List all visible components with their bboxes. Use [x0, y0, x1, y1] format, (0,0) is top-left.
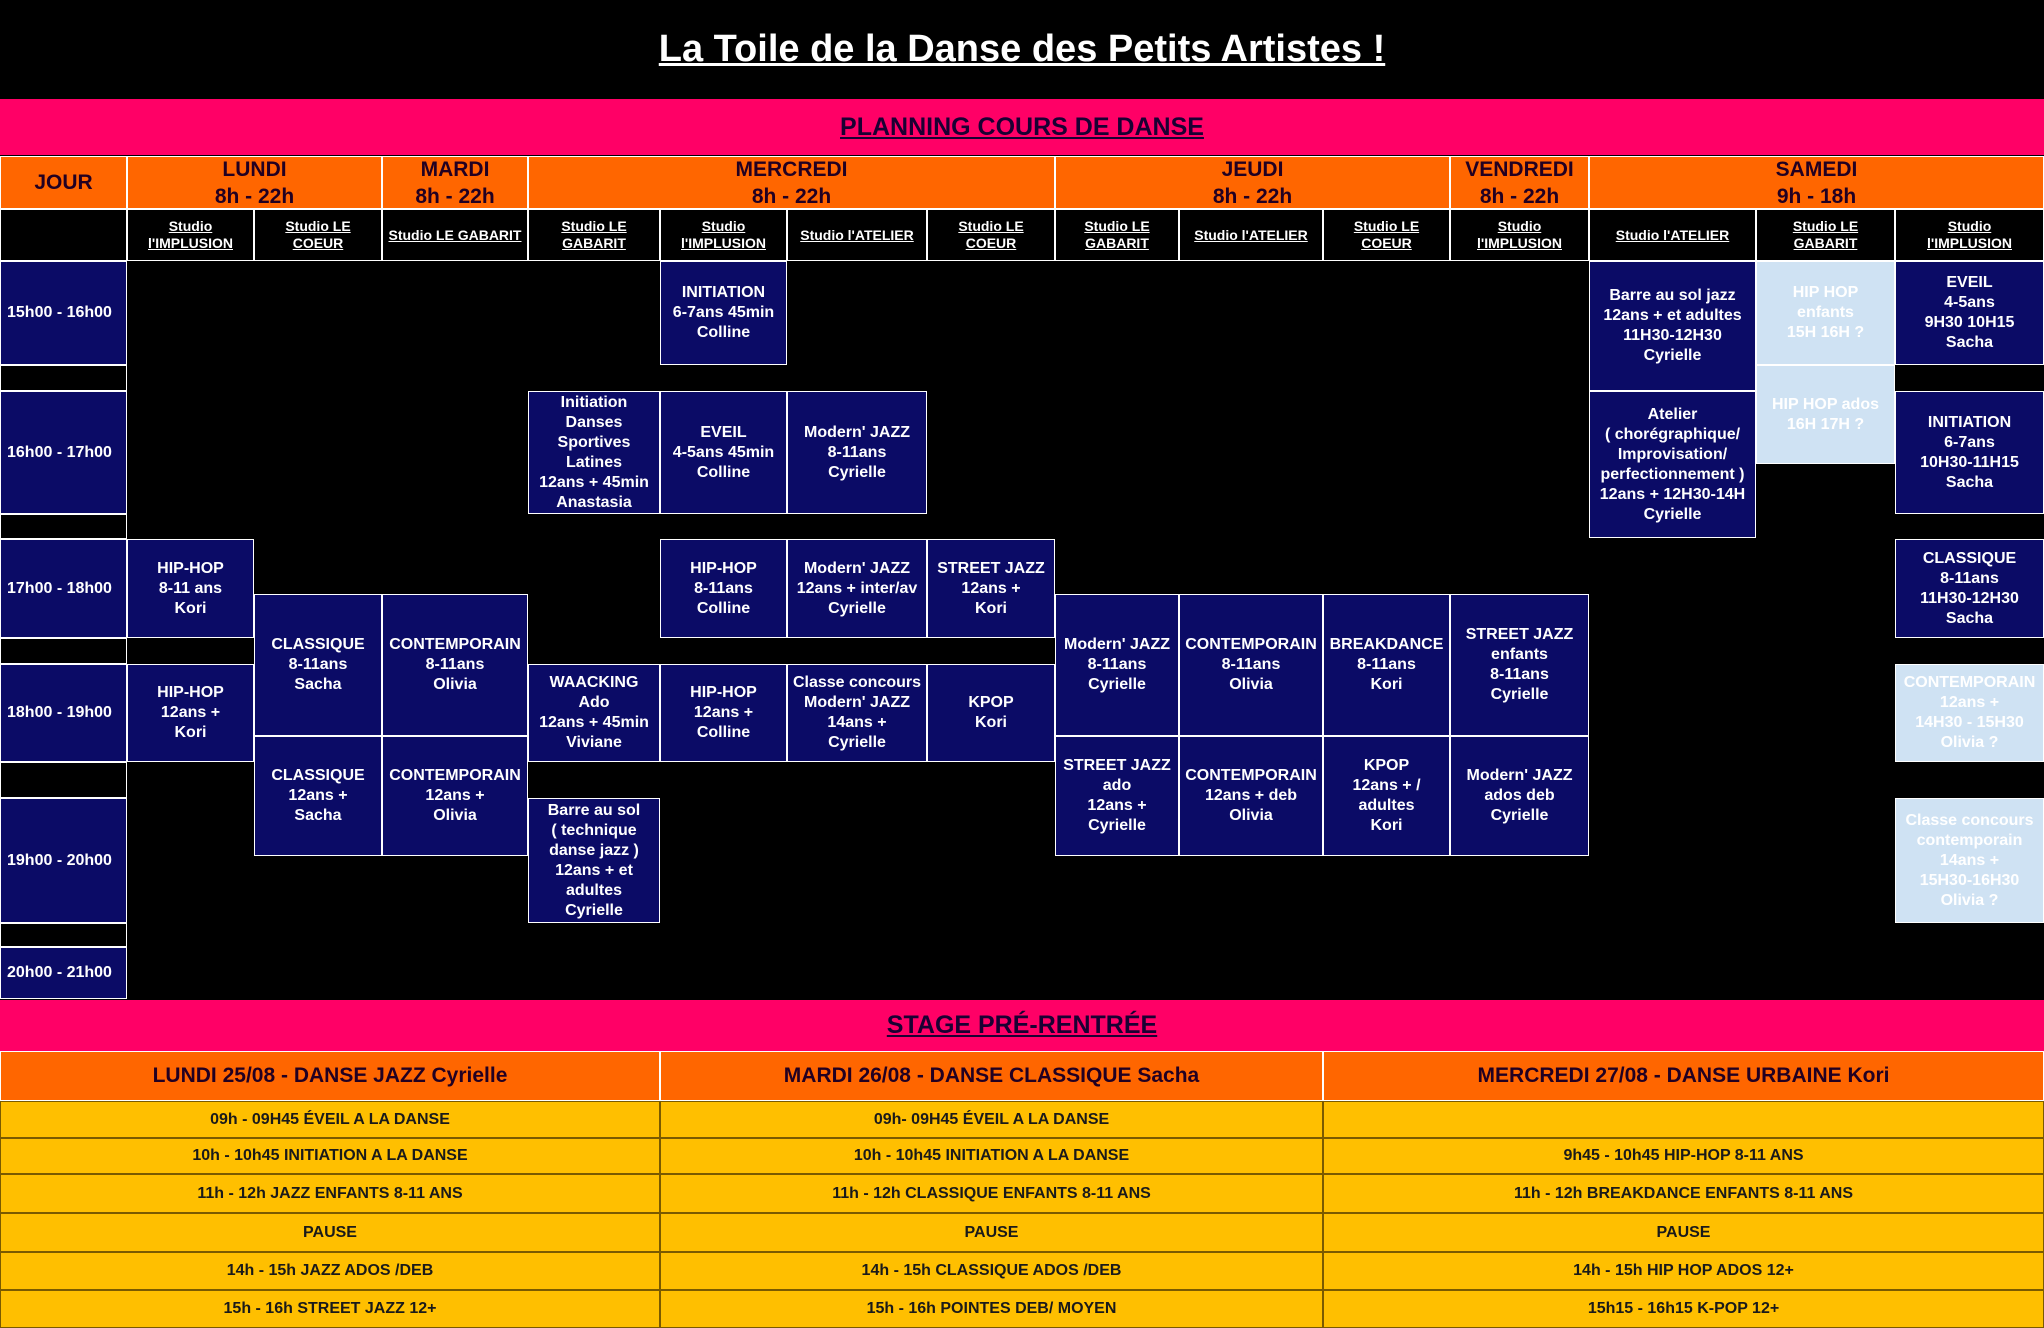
class-cell: CLASSIQUE 12ans + Sacha — [254, 736, 382, 856]
class-cell: Modern' JAZZ ados deb Cyrielle — [1450, 736, 1589, 856]
class-cell: Modern' JAZZ 8-11ans Cyrielle — [1055, 594, 1179, 736]
class-cell: INITIATION 6-7ans 45min Colline — [660, 261, 787, 365]
day-header-mercredi — [528, 156, 1055, 209]
class-cell: Atelier ( chorégraphique/ Improvisation/ perfectionnement ) 12ans + 12H30-14H Cyrielle — [1589, 391, 1756, 538]
time-slot-19h: 19h00 - 20h00 — [0, 798, 127, 923]
stage-row: 09h- 09H45 ÉVEIL A LA DANSE — [660, 1101, 1323, 1138]
stage-row: 14h - 15h HIP HOP ADOS 12+ — [1323, 1252, 2044, 1290]
studio-header: Studio LE COEUR — [927, 209, 1055, 261]
day-header-jour — [0, 156, 127, 209]
stage-column-title: LUNDI 25/08 - DANSE JAZZ Cyrielle — [0, 1051, 660, 1101]
day-hours: 9h - 18h — [1776, 184, 1857, 208]
class-cell: CLASSIQUE 8-11ans Sacha — [254, 594, 382, 736]
class-cell: Modern' JAZZ 8-11ans Cyrielle — [787, 391, 927, 514]
stage-row: 10h - 10h45 INITIATION A LA DANSE — [0, 1138, 660, 1174]
stage-row: 15h - 16h STREET JAZZ 12+ — [0, 1290, 660, 1328]
studio-header: Studio l'ATELIER — [787, 209, 927, 261]
stage-row: PAUSE — [660, 1213, 1323, 1252]
studio-header: Studio LE GABARIT — [382, 209, 528, 261]
day-name: LUNDI — [222, 157, 287, 181]
stage-row: 15h15 - 16h15 K-POP 12+ — [1323, 1290, 2044, 1328]
stage-row — [1323, 1101, 2044, 1138]
studio-header: Studio LE GABARIT — [1055, 209, 1179, 261]
class-cell: Classe concours Modern' JAZZ 14ans + Cyrielle — [787, 664, 927, 762]
time-slot-18h: 18h00 - 19h00 — [0, 664, 127, 762]
time-slot-15h: 15h00 - 16h00 — [0, 261, 127, 365]
day-name: VENDREDI — [1465, 157, 1574, 181]
class-cell: KPOP Kori — [927, 664, 1055, 762]
class-cell: Barre au sol jazz 12ans + et adultes 11H30-12H30 Cyrielle — [1589, 261, 1756, 391]
class-cell: BREAKDANCE 8-11ans Kori — [1323, 594, 1450, 736]
day-header-lundi — [127, 156, 382, 209]
day-header-mardi — [382, 156, 528, 209]
stage-row: 9h45 - 10h45 HIP-HOP 8-11 ANS — [1323, 1138, 2044, 1174]
time-gap — [0, 514, 127, 539]
page-title: La Toile de la Danse des Petits Artistes ! — [658, 27, 1386, 70]
class-cell: HIP-HOP 12ans + Colline — [660, 664, 787, 762]
time-gap — [0, 365, 127, 391]
day-header-vendredi — [1450, 156, 1589, 209]
time-gap — [0, 923, 127, 947]
studio-header: Studio l'IMPLUSION — [127, 209, 254, 261]
day-hours: 8h - 22h — [751, 184, 832, 208]
stage-column-title: MARDI 26/08 - DANSE CLASSIQUE Sacha — [660, 1051, 1323, 1101]
stage-row: 14h - 15h CLASSIQUE ADOS /DEB — [660, 1252, 1323, 1290]
studio-header: Studio l'IMPLUSION — [1895, 209, 2044, 261]
planning-header: PLANNING COURS DE DANSE — [0, 99, 2044, 155]
class-cell-tentative: HIP HOP enfants 15H 16H ? — [1756, 261, 1895, 365]
class-cell: CONTEMPORAIN 12ans + Olivia — [382, 736, 528, 856]
stage-row: 09h - 09H45 ÉVEIL A LA DANSE — [0, 1101, 660, 1138]
class-cell: WAACKING Ado 12ans + 45min Viviane — [528, 664, 660, 762]
day-hours: 8h - 22h — [1479, 184, 1560, 208]
class-cell: KPOP 12ans + / adultes Kori — [1323, 736, 1450, 856]
time-slot-17h: 17h00 - 18h00 — [0, 539, 127, 638]
stage-row: 15h - 16h POINTES DEB/ MOYEN — [660, 1290, 1323, 1328]
time-gap — [0, 638, 127, 664]
class-cell: INITIATION 6-7ans 10H30-11H15 Sacha — [1895, 391, 2044, 514]
class-cell-tentative: CONTEMPORAIN 12ans + 14H30 - 15H30 Olivia ? — [1895, 664, 2044, 762]
class-cell-tentative: HIP HOP ados 16H 17H ? — [1756, 365, 1895, 464]
class-cell: CLASSIQUE 8-11ans 11H30-12H30 Sacha — [1895, 539, 2044, 638]
stage-row: 10h - 10h45 INITIATION A LA DANSE — [660, 1138, 1323, 1174]
stage-row: 14h - 15h JAZZ ADOS /DEB — [0, 1252, 660, 1290]
class-cell: Barre au sol ( technique danse jazz ) 12ans + et adultes Cyrielle — [528, 798, 660, 923]
day-hours: 8h - 22h — [1212, 184, 1293, 208]
day-name: JEUDI — [1221, 157, 1284, 181]
day-name: MARDI — [420, 157, 490, 181]
stage-header: STAGE PRÉ-RENTRÉE — [0, 1000, 2044, 1051]
day-header-jeudi — [1055, 156, 1450, 209]
class-cell: HIP-HOP 8-11 ans Kori — [127, 539, 254, 638]
stage-row: 11h - 12h JAZZ ENFANTS 8-11 ANS — [0, 1174, 660, 1213]
stage-row: PAUSE — [1323, 1213, 2044, 1252]
studio-header: Studio LE COEUR — [254, 209, 382, 261]
class-cell: STREET JAZZ 12ans + Kori — [927, 539, 1055, 638]
day-name: SAMEDI — [1775, 157, 1858, 181]
studio-header: Studio LE GABARIT — [1756, 209, 1895, 261]
time-slot-16h: 16h00 - 17h00 — [0, 391, 127, 514]
day-name: MERCREDI — [735, 157, 848, 181]
stage-row: PAUSE — [0, 1213, 660, 1252]
studio-header: Studio l'ATELIER — [1179, 209, 1323, 261]
time-slot-20h: 20h00 - 21h00 — [0, 947, 127, 999]
day-name: JOUR — [34, 171, 93, 194]
day-hours: 8h - 22h — [214, 184, 295, 208]
studio-header: Studio LE COEUR — [1323, 209, 1450, 261]
studio-header: Studio l'IMPLUSION — [1450, 209, 1589, 261]
class-cell: STREET JAZZ ado 12ans + Cyrielle — [1055, 736, 1179, 856]
class-cell: CONTEMPORAIN 12ans + deb Olivia — [1179, 736, 1323, 856]
time-gap — [0, 762, 127, 798]
stage-column-title: MERCREDI 27/08 - DANSE URBAINE Kori — [1323, 1051, 2044, 1101]
class-cell: Initiation Danses Sportives Latines 12ans + 45min Anastasia — [528, 391, 660, 514]
studio-header-empty — [0, 209, 127, 261]
class-cell: CONTEMPORAIN 8-11ans Olivia — [382, 594, 528, 736]
class-cell: HIP-HOP 12ans + Kori — [127, 664, 254, 762]
studio-header: Studio LE GABARIT — [528, 209, 660, 261]
stage-row: 11h - 12h CLASSIQUE ENFANTS 8-11 ANS — [660, 1174, 1323, 1213]
class-cell: Modern' JAZZ 12ans + inter/av Cyrielle — [787, 539, 927, 638]
studio-header: Studio l'ATELIER — [1589, 209, 1756, 261]
day-hours: 8h - 22h — [415, 184, 495, 208]
class-cell-tentative: Classe concours contemporain 14ans + 15H30-16H30 Olivia ? — [1895, 798, 2044, 923]
class-cell: CONTEMPORAIN 8-11ans Olivia — [1179, 594, 1323, 736]
class-cell: EVEIL 4-5ans 45min Colline — [660, 391, 787, 514]
class-cell: HIP-HOP 8-11ans Colline — [660, 539, 787, 638]
class-cell: EVEIL 4-5ans 9H30 10H15 Sacha — [1895, 261, 2044, 365]
studio-header: Studio l'IMPLUSION — [660, 209, 787, 261]
day-header-samedi — [1589, 156, 2044, 209]
class-cell: STREET JAZZ enfants 8-11ans Cyrielle — [1450, 594, 1589, 736]
stage-row: 11h - 12h BREAKDANCE ENFANTS 8-11 ANS — [1323, 1174, 2044, 1213]
